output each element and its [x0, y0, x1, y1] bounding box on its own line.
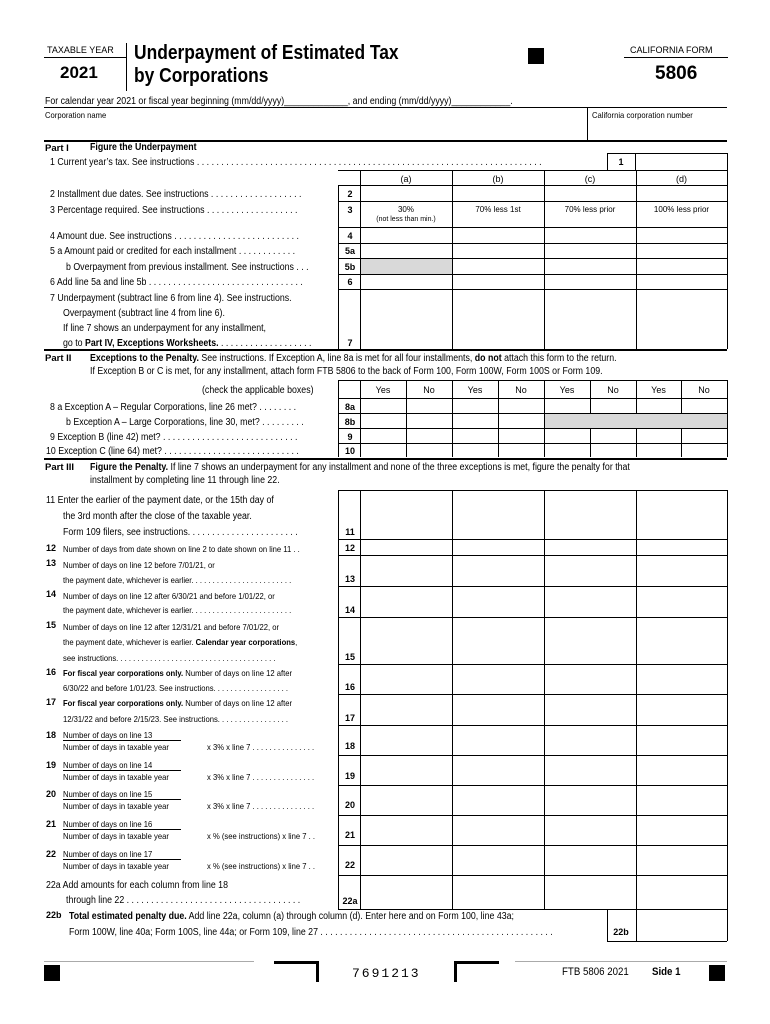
- line7-label-3: If line 7 shows an underpayment for any installment,: [63, 323, 267, 334]
- line13-label-1: Number of days on line 12 before 7/01/21, or: [63, 560, 215, 570]
- line16-text: Number of days on line 12 after: [183, 668, 293, 678]
- line22a-number: 22a: [342, 896, 358, 906]
- part1-title: Part I: [45, 143, 69, 154]
- registration-mark: [528, 48, 544, 64]
- line21-number: 21: [344, 830, 355, 840]
- line7-label-1: 7 Underpayment (subtract line 6 from line 4). See instructions.: [50, 293, 292, 304]
- line20-label-num: 20: [46, 789, 57, 799]
- exception-no-a: No: [423, 385, 435, 395]
- line17-label-2: 12/31/22 and before 2/15/23. See instructions. . . . . . . . . . . . . . . . .: [63, 714, 288, 724]
- line4-number: 4: [347, 231, 353, 241]
- line14-label-num: 14: [46, 589, 57, 599]
- line11-label-1: 11 Enter the earlier of the payment date, or the 15th day of: [46, 495, 274, 506]
- line3-pct-a: 30%: [397, 205, 414, 214]
- line7-part4-ref: Part IV, Exceptions Worksheets.: [85, 338, 219, 349]
- line22b-input[interactable]: [638, 925, 729, 941]
- part2-heading-2: If Exception B or C is met, for any installment, attach form FTB 5806 to the back of Form 100, Form 100W, Form 100S or Form 109.: [90, 366, 603, 377]
- footer-side: Side 1: [652, 966, 681, 978]
- line10-label: 10 Exception C (line 64) met? . . . . . . . . . . . . . . . . . . . . . . . . . . . .: [46, 446, 299, 457]
- line18-fraction-bottom: Number of days in taxable year: [63, 742, 169, 752]
- exception-yes-a: Yes: [375, 385, 391, 395]
- line15-text: the payment date, whichever is earlier.: [63, 637, 196, 647]
- taxable-year-label: TAXABLE YEAR: [47, 45, 114, 55]
- line22b-label-1: [69, 911, 514, 922]
- part2-heading-text2: attach this form to the return.: [501, 353, 617, 364]
- line22b-number: 22b: [613, 927, 629, 937]
- line22-fraction-top: Number of days on line 17: [63, 849, 153, 859]
- line17-fiscal-only: For fiscal year corporations only.: [63, 698, 184, 708]
- line19-fraction-bottom: Number of days in taxable year: [63, 772, 169, 782]
- line16-fiscal-only: For fiscal year corporations only.: [63, 668, 184, 678]
- line10-number: 10: [344, 446, 355, 456]
- line7-label-2: Overpayment (subtract line 4 from line 6).: [63, 308, 225, 319]
- line8b-number: 8b: [344, 417, 356, 427]
- line14-number: 14: [344, 605, 355, 615]
- line14-label-1: Number of days on line 12 after 6/30/21 and before 1/01/22, or: [63, 591, 275, 601]
- line15-label-num: 15: [46, 620, 57, 630]
- line22-multiplier: x % (see instructions) x line 7 . .: [207, 861, 315, 871]
- corporation-name-input[interactable]: [45, 120, 589, 140]
- line22b-label-2: Form 100W, line 40a; Form 100S, line 44a; or Form 109, line 27 . . . . . . . . . . . . . . . . . . . . . . . . . . . . . . . . . . . . . . . . . . . . . . . .: [69, 927, 553, 938]
- line11-label-3: Form 109 filers, see instructions. . . . . . . . . . . . . . . . . . . . . . .: [63, 527, 298, 538]
- line7-dots: . . . . . . . . . . . . . . . . . . .: [218, 338, 312, 349]
- line20-number: 20: [344, 800, 355, 810]
- line5a-number: 5a: [344, 246, 355, 256]
- tax-year: 2021: [60, 63, 98, 82]
- line1-number: 1: [618, 157, 624, 167]
- part2-title: Part II: [45, 353, 72, 364]
- line22b-text: Add line 22a, column (a) through column (d). Enter here and on Form 100, line 43a;: [186, 911, 514, 922]
- corporation-number-label: California corporation number: [592, 110, 693, 120]
- line13-label-2: the payment date, whichever is earlier. . . . . . . . . . . . . . . . . . . . . . . .: [63, 575, 292, 585]
- part3-title: Part III: [45, 462, 75, 473]
- line20-fraction-bottom: Number of days in taxable year: [63, 801, 169, 811]
- exception-no-d: No: [698, 385, 710, 395]
- line8a-number: 8a: [344, 402, 355, 412]
- line20-fraction-top: Number of days on line 15: [63, 789, 153, 799]
- line7-go-to: go to: [63, 338, 86, 349]
- line13-number: 13: [344, 574, 355, 584]
- line9-number: 9: [347, 432, 353, 442]
- line16-label-1: [63, 668, 292, 678]
- line11-number: 11: [345, 527, 355, 537]
- registration-mark-bottom-right: [709, 965, 725, 981]
- line15-comma: ,: [295, 637, 298, 647]
- line3-label: 3 Percentage required. See instructions . . . . . . . . . . . . . . . . . . .: [50, 205, 298, 216]
- line5b-label: b Overpayment from previous installment. See instructions . . .: [66, 262, 309, 273]
- line16-label-2: 6/30/22 and before 1/01/23. See instructions. . . . . . . . . . . . . . . . . .: [63, 683, 288, 693]
- exception-no-c: No: [607, 385, 619, 395]
- line20-multiplier: x 3% x line 7 . . . . . . . . . . . . . . .: [207, 801, 315, 811]
- line22-label-num: 22: [46, 849, 57, 859]
- form-title-line2: by Corporations: [134, 65, 269, 87]
- line17-text: Number of days on line 12 after: [183, 698, 293, 708]
- check-boxes-label: (check the applicable boxes): [202, 385, 314, 396]
- exception-yes-c: Yes: [559, 385, 575, 395]
- line8b-label: b Exception A – Large Corporations, line 30, met? . . . . . . . . .: [66, 417, 304, 428]
- column-c-header: (c): [584, 174, 596, 184]
- part3-heading-bold: Figure the Penalty.: [90, 462, 169, 473]
- line18-number: 18: [344, 741, 355, 751]
- part2-heading-bold: Exceptions to the Penalty.: [90, 353, 199, 364]
- part2-heading-1: [90, 353, 617, 364]
- line21-label-num: 21: [46, 819, 57, 829]
- line19-number: 19: [344, 771, 355, 781]
- line2-number: 2: [347, 189, 353, 199]
- line21-fraction-top: Number of days on line 16: [63, 819, 153, 829]
- line7-label-4: [63, 338, 311, 349]
- column-d-header: (d): [676, 174, 687, 184]
- part3-heading-2: installment by completing line 11 through line 22.: [90, 475, 280, 486]
- footer-form-id: FTB 5806 2021: [562, 966, 629, 978]
- line14-label-2: the payment date, whichever is earlier. . . . . . . . . . . . . . . . . . . . . . . .: [63, 605, 292, 615]
- line18-fraction-top: Number of days on line 13: [63, 730, 153, 740]
- line21-multiplier: x % (see instructions) x line 7 . .: [207, 831, 315, 841]
- line22-fraction-bottom: Number of days in taxable year: [63, 861, 169, 871]
- line6-label: 6 Add line 5a and line 5b . . . . . . . . . . . . . . . . . . . . . . . . . . . . . . . .: [50, 277, 303, 288]
- line11-label-2: the 3rd month after the close of the taxable year.: [63, 511, 252, 522]
- corner-crop-mark-left: [274, 961, 319, 982]
- line15-label-2: [63, 637, 297, 647]
- barcode-number: 7691213: [352, 966, 421, 981]
- line17-label-num: 17: [46, 697, 57, 707]
- line12-label-num: 12: [46, 543, 57, 553]
- line19-multiplier: x 3% x line 7 . . . . . . . . . . . . . . .: [207, 772, 315, 782]
- line22-number: 22: [344, 860, 355, 870]
- line1-input[interactable]: [637, 155, 729, 171]
- part3-heading-text: If line 7 shows an underpayment for any installment and none of the three exceptions is met, figure the penalty for that: [168, 462, 630, 473]
- column-b-header: (b): [492, 174, 504, 184]
- line15-number: 15: [344, 652, 355, 662]
- line3-pct-b: 70% less 1st: [475, 205, 521, 214]
- line5a-label: 5 a Amount paid or credited for each installment . . . . . . . . . . . .: [50, 246, 296, 257]
- line2-label: 2 Installment due dates. See instructions . . . . . . . . . . . . . . . . . . .: [50, 189, 302, 200]
- line22b-label-num: 22b: [46, 910, 62, 920]
- line9-label: 9 Exception B (line 42) met? . . . . . . . . . . . . . . . . . . . . . . . . . . . .: [50, 432, 298, 443]
- column-a-header: (a): [400, 174, 412, 184]
- line5b-shaded-cell: [361, 259, 452, 274]
- line3-pct-a-note: (not less than min.): [376, 216, 436, 223]
- form-title-line1: Underpayment of Estimated Tax: [134, 42, 399, 64]
- line3-number: 3: [347, 205, 353, 215]
- california-form-label: CALIFORNIA FORM: [630, 45, 713, 55]
- line12-label: Number of days from date shown on line 2 to date shown on line 11 . .: [63, 544, 300, 554]
- line5b-number: 5b: [344, 262, 356, 272]
- line12-number: 12: [344, 543, 355, 553]
- corner-crop-mark-right: [454, 961, 499, 982]
- exception-yes-d: Yes: [651, 385, 666, 395]
- line15-calendar-corps: Calendar year corporations: [195, 637, 296, 647]
- exception-no-b: No: [515, 385, 527, 395]
- part1-subtitle: Figure the Underpayment: [90, 142, 197, 153]
- line8b-shaded-cells: [545, 414, 727, 428]
- line6-number: 6: [347, 277, 353, 287]
- corporation-number-input[interactable]: [592, 120, 731, 140]
- line16-number: 16: [344, 682, 355, 692]
- line17-number: 17: [344, 713, 355, 723]
- line22a-label-2: through line 22 . . . . . . . . . . . . . . . . . . . . . . . . . . . . . . . . . . . .: [66, 895, 301, 906]
- line7-number: 7: [347, 338, 353, 348]
- part2-do-not: do not: [474, 353, 502, 364]
- line15-label-3: see instructions. . . . . . . . . . . . . . . . . . . . . . . . . . . . . . . . . . . . . .: [63, 653, 276, 663]
- registration-mark-bottom-left: [44, 965, 60, 981]
- line19-label-num: 19: [46, 760, 57, 770]
- line22b-total-penalty: Total estimated penalty due.: [69, 911, 187, 922]
- line3-pct-d: 100% less prior: [653, 205, 710, 214]
- line19-fraction-top: Number of days on line 14: [63, 760, 153, 770]
- line13-label-num: 13: [46, 558, 57, 568]
- line18-multiplier: x 3% x line 7 . . . . . . . . . . . . . . .: [207, 742, 315, 752]
- corporation-name-label: Corporation name: [45, 110, 107, 120]
- line1-label: 1 Current year’s tax. See instructions . . . . . . . . . . . . . . . . . . . . . . . . . . . . . . . . . . . . . . . . . . . . . . . . . . . . . . . . . . . . . . . . . . . . . . .: [50, 157, 542, 168]
- line17-label-1: [63, 698, 292, 708]
- exception-yes-b: Yes: [467, 385, 483, 395]
- line4-label: 4 Amount due. See instructions . . . . . . . . . . . . . . . . . . . . . . . . . .: [50, 231, 299, 242]
- line18-label-num: 18: [46, 730, 57, 740]
- line16-label-num: 16: [46, 667, 57, 677]
- line3-pct-c: 70% less prior: [564, 205, 616, 214]
- line15-label-1: Number of days on line 12 after 12/31/21 and before 7/01/22, or: [63, 622, 280, 632]
- line21-fraction-bottom: Number of days in taxable year: [63, 831, 169, 841]
- part2-heading-text: See instructions. If Exception A, line 8a is met for all four installments,: [198, 353, 475, 364]
- form-number: 5806: [655, 63, 698, 84]
- calendar-year-line: For calendar year 2021 or fiscal year beginning (mm/dd/yyyy)_____________, and ending (mm/dd/yyyy)____________.: [45, 96, 513, 107]
- part3-heading-1: [90, 462, 630, 473]
- line8a-label: 8 a Exception A – Regular Corporations, line 26 met? . . . . . . . .: [50, 402, 297, 413]
- line22a-label-1: 22a Add amounts for each column from line 18: [46, 880, 228, 891]
